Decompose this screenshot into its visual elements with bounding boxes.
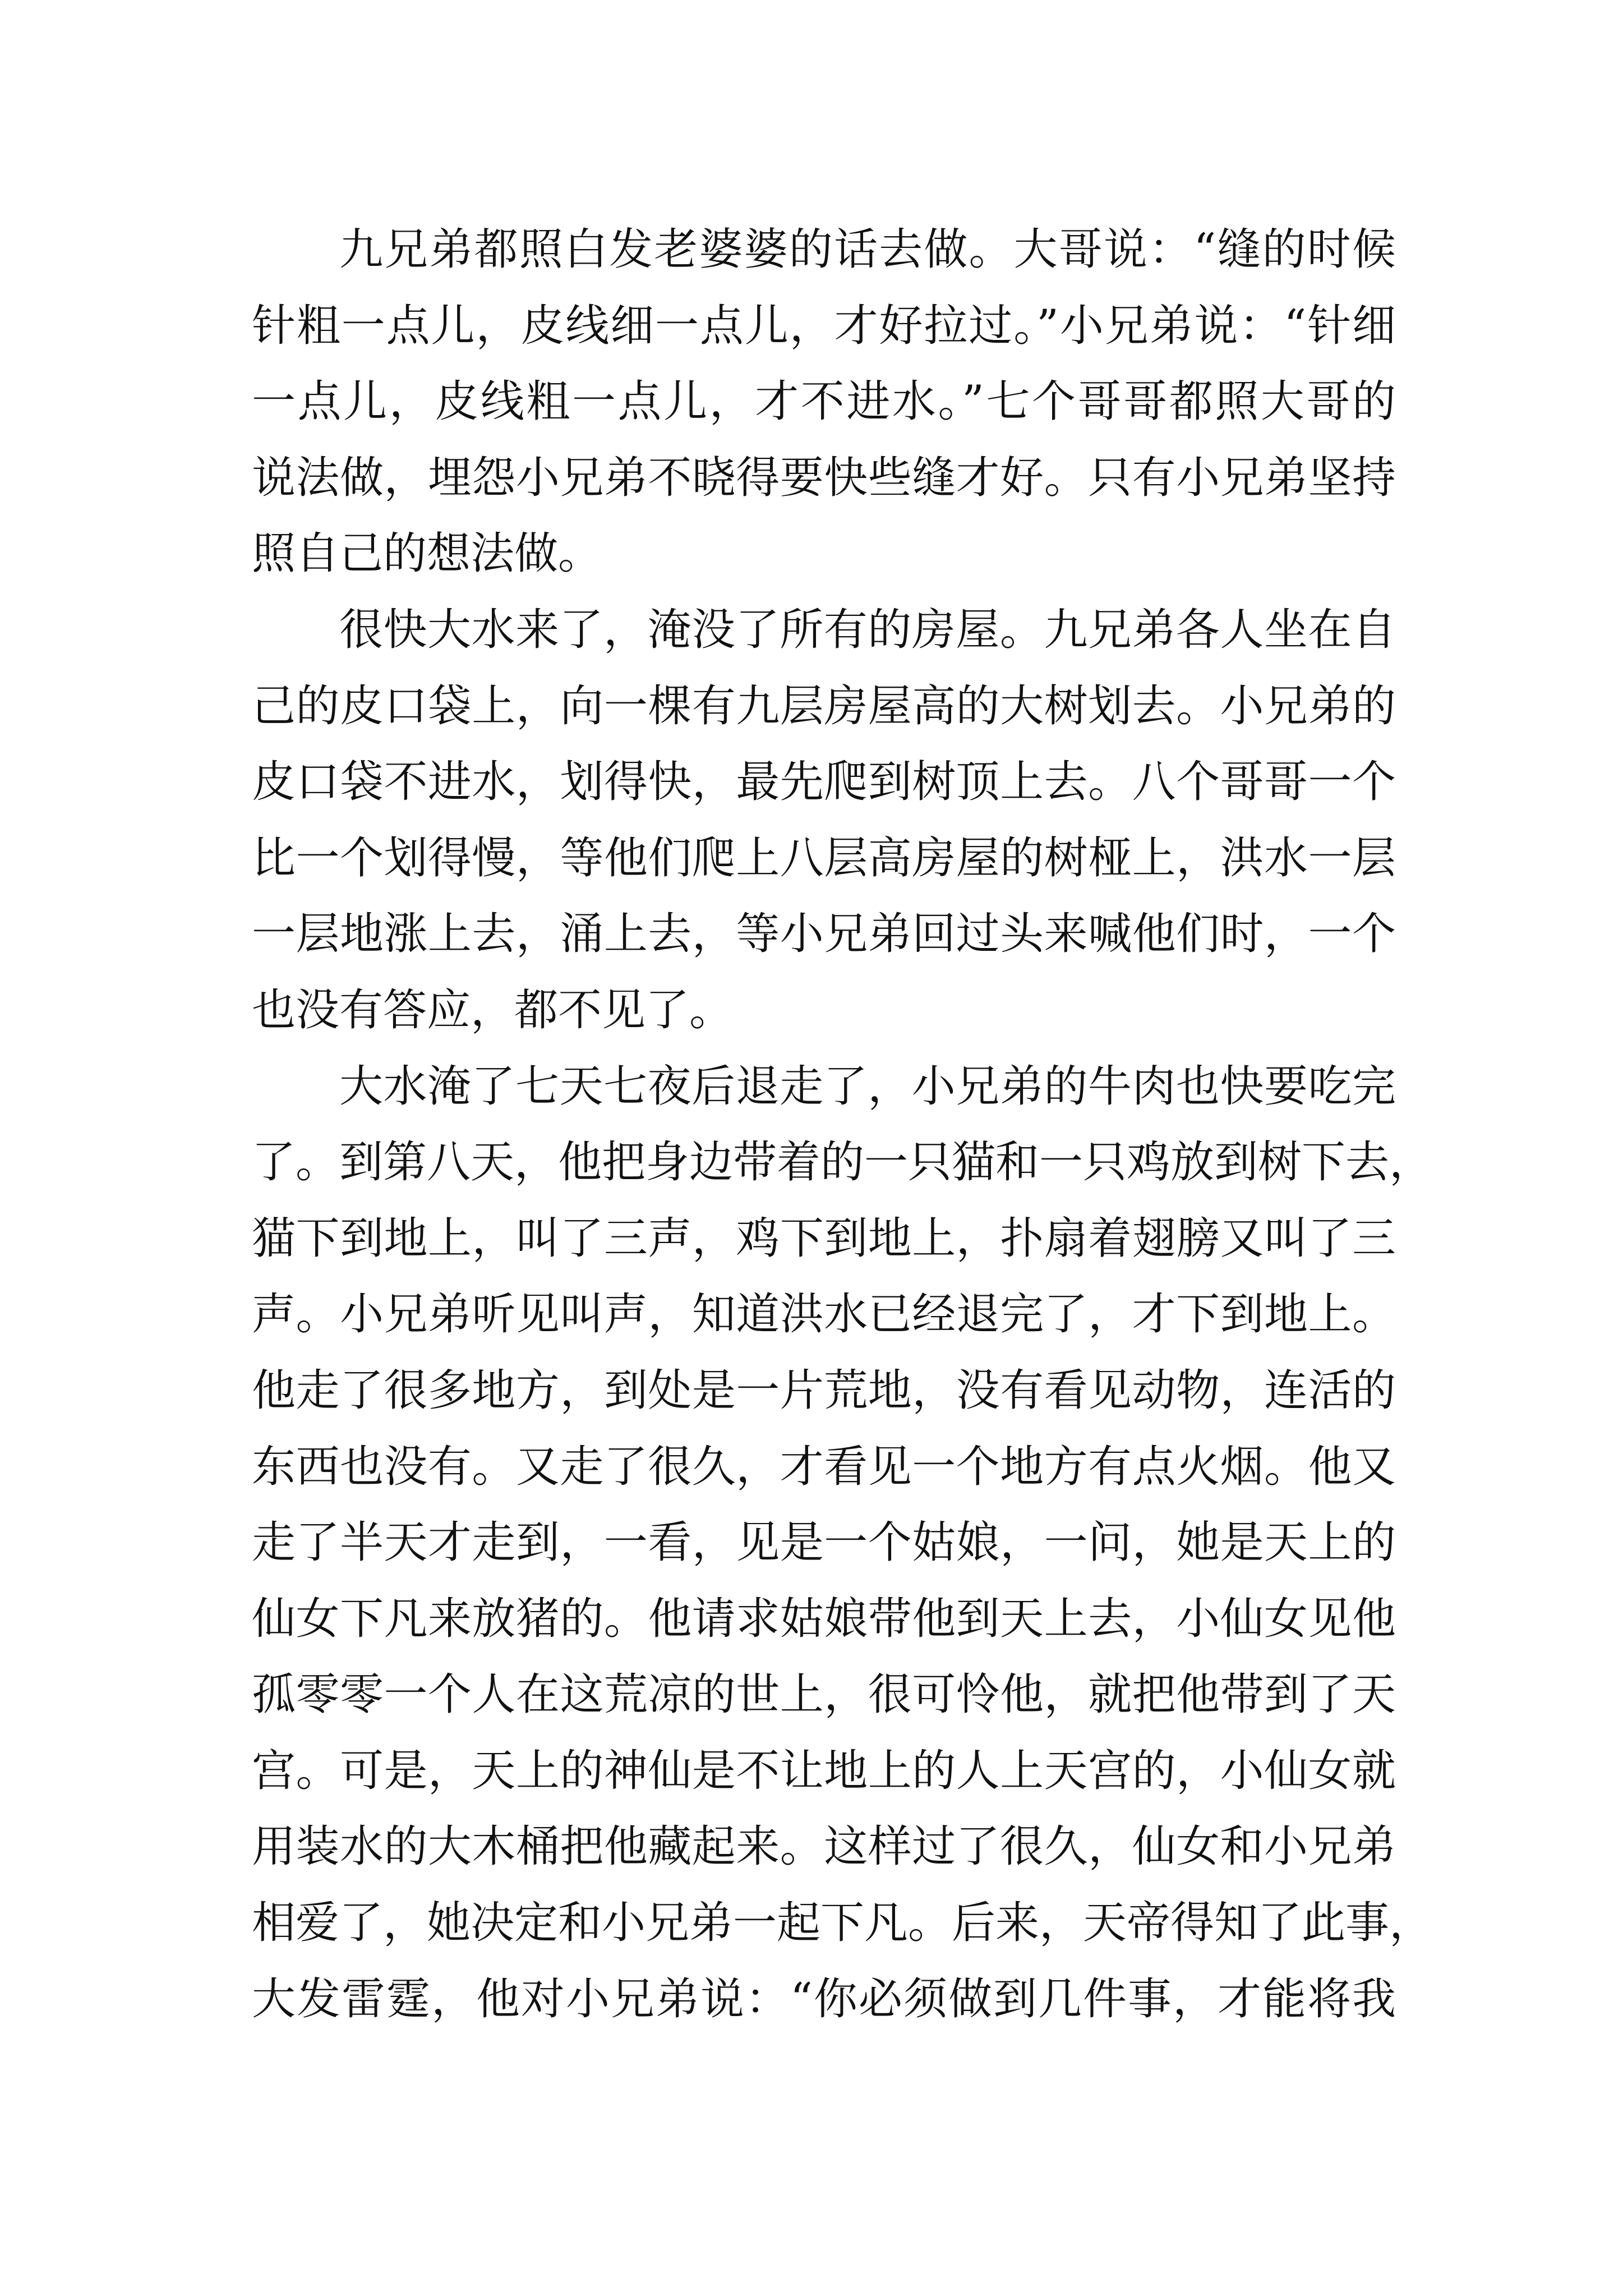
paragraph-3-line-2: 了。到第八天，他把身边带着的一只猫和一只鸡放到树下去， <box>252 1137 1433 1188</box>
paragraph-1-line-4: 说法做，埋怨小兄弟不晓得要快些缝才好。只有小兄弟坚持 <box>252 452 1396 503</box>
paragraph-3-line-3: 猫下到地上，叫了三声，鸡下到地上，扑扇着翅膀又叫了三 <box>252 1213 1396 1264</box>
paragraph-2-line-2: 己的皮口袋上，向一棵有九层房屋高的大树划去。小兄弟的 <box>252 680 1396 731</box>
paragraph-3-line-11: 用装水的大木桶把他藏起来。这样过了很久，仙女和小兄弟 <box>252 1821 1396 1872</box>
paragraph-3-line-8: 仙女下凡来放猪的。他请求姑娘带他到天上去，小仙女见他 <box>252 1593 1396 1644</box>
paragraph-3-line-6: 东西也没有。又走了很久，才看见一个地方有点火烟。他又 <box>252 1441 1396 1492</box>
paragraph-2-line-1: 很快大水来了，淹没了所有的房屋。九兄弟各人坐在自 <box>339 604 1396 655</box>
paragraph-2-line-4: 比一个划得慢，等他们爬上八层高房屋的树桠上，洪水一层 <box>252 832 1396 884</box>
paragraph-2-line-5: 一层地涨上去，涌上去，等小兄弟回过头来喊他们时，一个 <box>252 909 1396 960</box>
paragraph-3-line-7: 走了半天才走到，一看，见是一个姑娘，一问，她是天上的 <box>252 1517 1396 1568</box>
paragraph-1-line-1: 九兄弟都照白发老婆婆的话去做。大哥说：“缝的时候 <box>339 224 1396 275</box>
paragraph-3-line-5: 他走了很多地方，到处是一片荒地，没有看见动物，连活的 <box>252 1365 1396 1416</box>
paragraph-3-line-4: 声。小兄弟听见叫声，知道洪水已经退完了，才下到地上。 <box>252 1289 1396 1340</box>
paragraph-3-line-9: 孤零零一个人在这荒凉的世上，很可怜他，就把他带到了天 <box>252 1669 1396 1720</box>
paragraph-3-line-12: 相爱了，她决定和小兄弟一起下凡。后来，天帝得知了此事， <box>252 1898 1433 1949</box>
paragraph-1-line-2: 针粗一点儿，皮线细一点儿，才好拉过。”小兄弟说：“针细 <box>252 300 1396 351</box>
paragraph-3-line-13: 大发雷霆，他对小兄弟说：“你必须做到几件事，才能将我 <box>252 1973 1396 2024</box>
paragraph-3-line-1: 大水淹了七天七夜后退走了，小兄弟的牛肉也快要吃完 <box>339 1061 1396 1112</box>
paragraph-1-line-3: 一点儿，皮线粗一点儿，才不进水。”七个哥哥都照大哥的 <box>252 376 1396 427</box>
paragraph-2-line-3: 皮口袋不进水，划得快，最先爬到树顶上去。八个哥哥一个 <box>252 757 1396 808</box>
body-text <box>252 212 1433 2037</box>
paragraph-3-line-10: 宫。可是，天上的神仙是不让地上的人上天宫的，小仙女就 <box>252 1745 1396 1796</box>
paragraph-2-line-6: 也没有答应，都不见了。 <box>252 984 734 1036</box>
paragraph-1-line-5: 照自己的想法做。 <box>252 528 602 579</box>
